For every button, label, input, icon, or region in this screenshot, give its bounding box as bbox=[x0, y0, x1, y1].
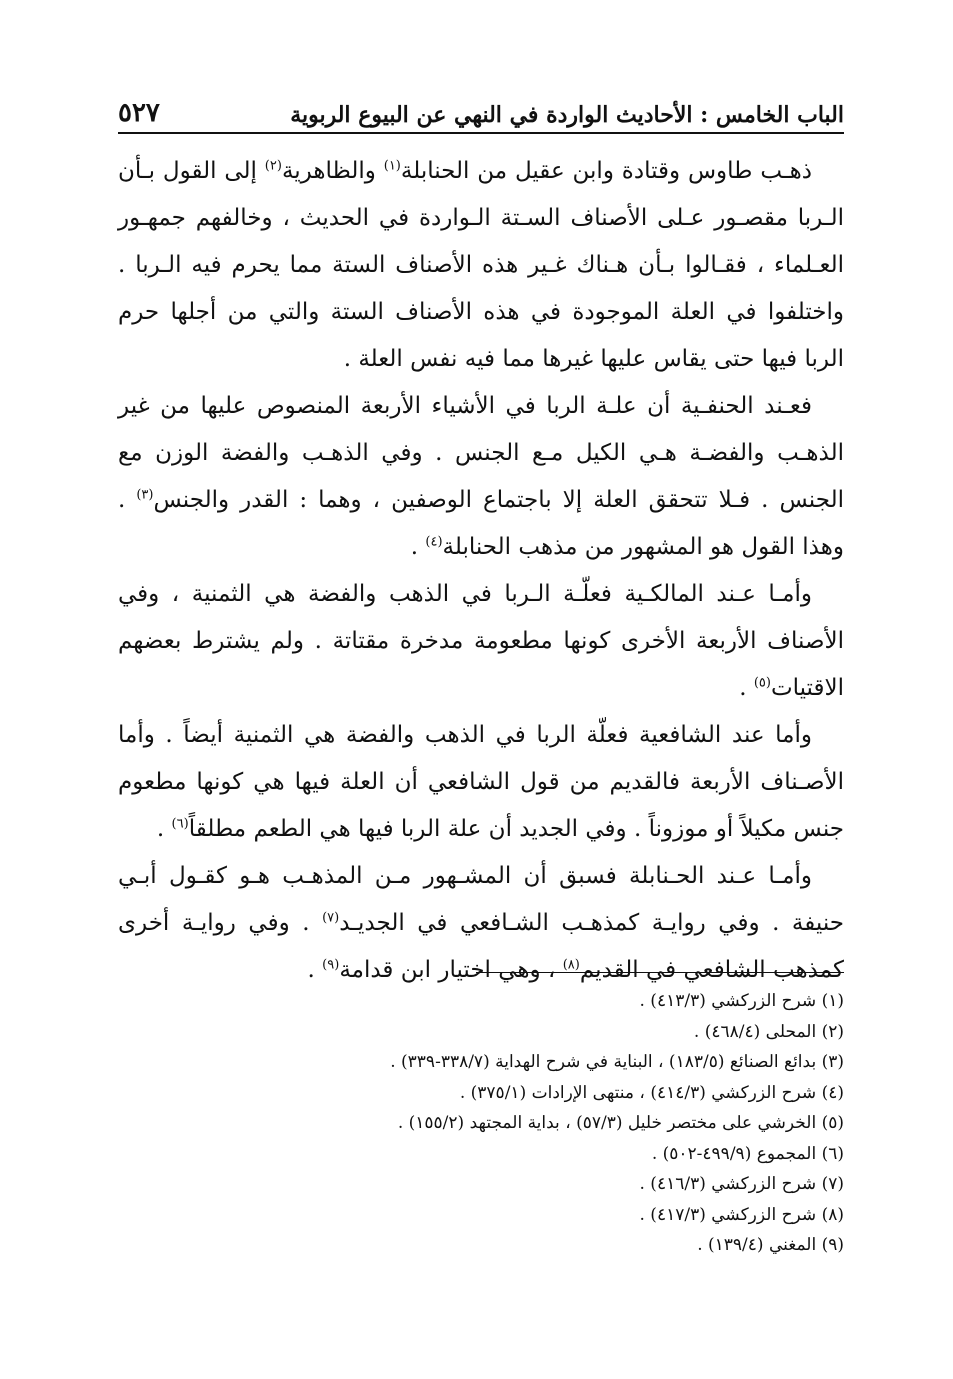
text-run: ، وهي اختيار ابن قدامة bbox=[339, 957, 563, 983]
text-run: . وفي روايـة أخرى كمذهب الشافعي في القديم bbox=[118, 910, 844, 983]
footnote-ref: (٨) bbox=[562, 957, 580, 973]
footnote: (٥) الخرشي على مختصر خليل (٥٧/٣) ، بداية المجتهد (١٥٥/٢) . bbox=[397, 1113, 844, 1133]
footnote-ref: (٣) bbox=[136, 487, 154, 503]
text-run: . bbox=[307, 957, 323, 983]
footnote: (٢) المحلى (٤٦٨/٤) . bbox=[693, 1021, 844, 1042]
main-text bbox=[118, 148, 844, 994]
footnote-ref: (٩) bbox=[322, 957, 340, 973]
running-title: الباب الخامس : الأحاديث الواردة في النهي عن البيوع الربوية bbox=[290, 102, 844, 128]
text-run: . bbox=[410, 534, 426, 560]
paragraph bbox=[118, 712, 844, 853]
footnote: (٤) شرح الزركشي (٤١٤/٣) ، منتهى الإرادات (٣٧٥/١) . bbox=[459, 1082, 844, 1103]
page-number: ٥٢٧ bbox=[118, 98, 160, 128]
footnote-ref: (٦) bbox=[171, 816, 189, 832]
text-run: وأمـا عـند الحـنابلة فسبق أن المشـهور مـن المذهـب هـو كقـول أبـي حنيفة . وفي روايـة كمذهـب الشـافعي في الجديـد bbox=[118, 863, 844, 936]
text-run: إلى القول بـأن الـربا مقصـور عـلى الأصناف السـتة الـواردة في الحديث ، وخالفهم جمهـور العـلماء ، فقـالوا بـأن هـناك غـير هذه الأصناف الستة مما يحرم فيه الـربا . واختلفوا في العلة الموجودة في هذه الأصناف الستة والتي من أجلها حرم الربا فيها حتى يقاس عليها غيرها مما فيه نفس العلة . bbox=[118, 158, 844, 372]
paragraph bbox=[118, 383, 844, 571]
footnotes bbox=[118, 986, 844, 1261]
text-run: والظاهرية bbox=[281, 158, 384, 184]
text-run: فعـند الحنفـية أن علـة الربا في الأشياء الأربعة المنصوص عليها من غير الذهـب والفضـة هـي الكيل مـع الجنس . وفي الذهـب والفضة الوزن مع الجنس . فـلا تتحقق العلة إلا باجتماع الوصفين ، وهما : القدر والجنس bbox=[118, 393, 844, 513]
paragraph bbox=[118, 571, 844, 712]
text-run: ذهـب طاوس وقتادة وابن عقيل من الحنابلة bbox=[400, 158, 813, 184]
footnote: (٨) شرح الزركشي (٤١٧/٣) . bbox=[639, 1204, 844, 1225]
text-run: . bbox=[156, 816, 172, 842]
footnote-ref: (٥) bbox=[753, 675, 771, 691]
page-header bbox=[118, 86, 844, 128]
footnote: (١) شرح الزركشي (٤١٣/٣) . bbox=[639, 991, 844, 1011]
footnote-ref: (٧) bbox=[322, 910, 340, 926]
footnote: (٩) المغني (١٣٩/٤) . bbox=[697, 1235, 844, 1255]
footnote: (٣) بدائع الصنائع (١٨٣/٥) ، البناية في شرح الهداية (٣٣٨/٧-٣٣٩) . bbox=[390, 1052, 844, 1072]
footnote-ref: (٢) bbox=[264, 158, 282, 174]
text-run: . bbox=[739, 675, 754, 701]
text-run: وأما عند الشافعية فعلّة الربا في الذهب والفضة هي الثمنية أيضاً . وأما الأصـناف الأربعة فالقديم من قول الشافعي أن العلة فيها هي كونها مطعوم جنس مكيلاً أو موزوناً . وفي الجديد أن علة الربا فيها هي الطعم مطلقاً bbox=[118, 722, 844, 842]
paragraph bbox=[118, 148, 844, 383]
text-run: . وهذا القول هو المشهور من مذهب الحنابلة bbox=[118, 487, 844, 560]
footnote: (٧) شرح الزركشي (٤١٦/٣) . bbox=[639, 1174, 844, 1194]
footnote-separator bbox=[476, 972, 844, 973]
footnote-ref: (٤) bbox=[425, 534, 443, 550]
text-run: وأمـا عـند المالكـية فعلّـة الـربا في الذهب والفضة هي الثمنية ، وفي الأصناف الأربعة الأخرى كونها مطعومة مدخرة مقتاتة . ولم يشترط بعضهم الاقتيات bbox=[118, 581, 844, 701]
footnote: (٦) المجموع (٤٩٩/٩-٥٠٢) . bbox=[651, 1143, 844, 1164]
footnote-ref: (١) bbox=[383, 158, 401, 174]
header-rule bbox=[118, 132, 844, 134]
